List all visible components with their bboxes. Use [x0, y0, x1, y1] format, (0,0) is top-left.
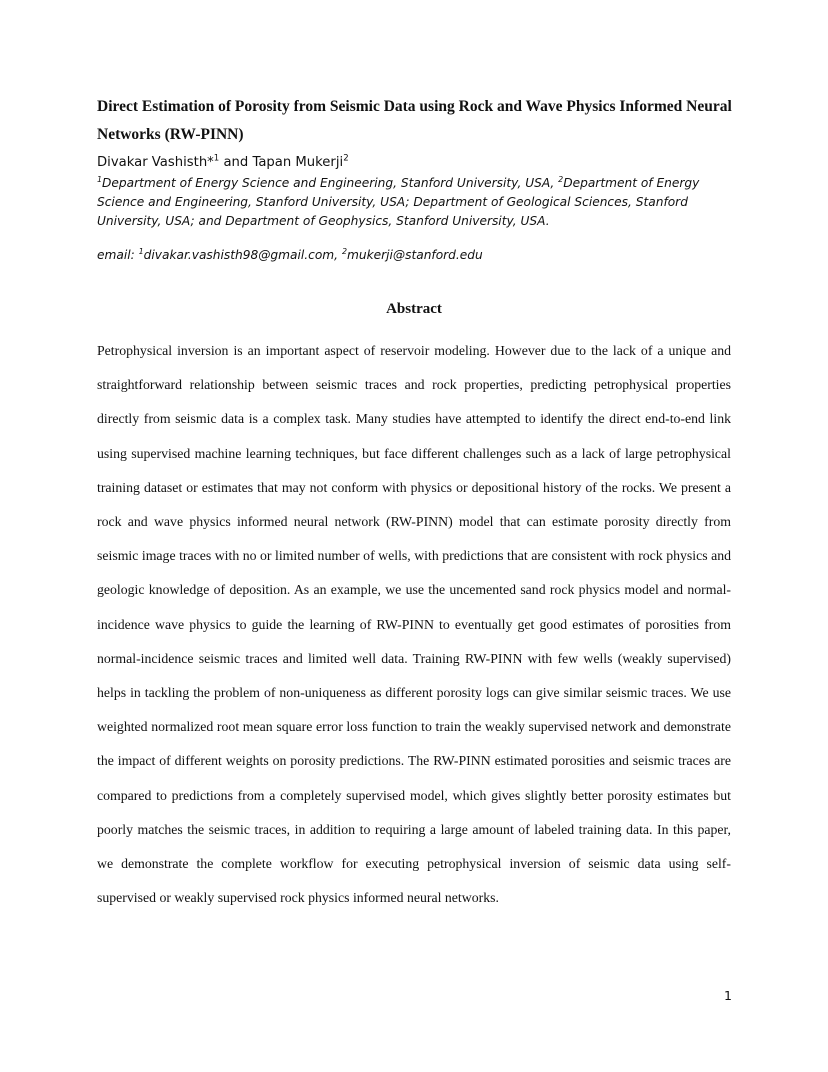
- page-number: 1: [724, 988, 732, 1003]
- email-1-text: divakar.vashisth98@gmail.com,: [143, 248, 342, 262]
- author-1-affiliation-mark: 1: [213, 153, 220, 164]
- author-line: [97, 153, 737, 173]
- affiliations: [97, 174, 737, 231]
- email-line: [97, 246, 737, 265]
- affiliation-2-mark: 2: [558, 174, 564, 184]
- affiliation-2-text: Department of Energy Science and Engineering, Stanford University, USA; Department of Geological Sciences, Stanford University, USA; and Department of Geophysics, Stanford University, USA.: [97, 176, 700, 228]
- email-prefix: email:: [97, 248, 139, 262]
- author-connector: and: [219, 155, 253, 170]
- affiliation-1-mark: 1: [97, 174, 103, 184]
- author-2-name: Tapan Mukerji: [252, 155, 344, 170]
- paper-title: Direct Estimation of Porosity from Seismic Data using Rock and Wave Physics Informed Neural Networks (RW-PINN): [97, 98, 732, 143]
- abstract-body: Petrophysical inversion is an important aspect of reservoir modeling. However due to the lack of a unique and straightforward relationship between seismic traces and rock properties, predicting petrophysical properties directly from seismic data is a complex task. Many studies have attempted to identify the direct end-to-end link using supervised machine learning techniques, but face different challenges such as a lack of large petrophysical training dataset or estimates that may not conform with physics or depositional history of the rocks. We present a rock and wave physics informed neural network (RW-PINN) model that can estimate porosity directly from seismic image traces with no or limited number of wells, with predictions that are consistent with rock physics and geologic knowledge of deposition. As an example, we use the uncemented sand rock physics model and normal-incidence wave physics to guide the learning of RW-PINN to eventually get good estimates of porosities from normal-incidence seismic traces and limited well data. Training RW-PINN with few wells (weakly supervised) helps in tackling the problem of non-uniqueness as different porosity logs can give similar seismic traces. We use weighted normalized root mean square error loss function to train the weakly supervised network and demonstrate the impact of different weights on porosity predictions. The RW-PINN estimated porosities and seismic traces are compared to predictions from a completely supervised model, which gives slightly better porosity estimates but poorly matches the seismic traces, in addition to requiring a large amount of labeled training data. In this paper, we demonstrate the complete workflow for executing petrophysical inversion of seismic data using self-supervised or weakly supervised rock physics informed neural networks.: [97, 343, 731, 906]
- email-2-mark: 2: [341, 246, 347, 256]
- author-2-affiliation-mark: 2: [343, 153, 349, 164]
- email-1-mark: 1: [138, 246, 144, 256]
- affiliation-1-text: Department of Energy Science and Engineering, Stanford University, USA,: [102, 176, 559, 190]
- abstract-heading: Abstract: [386, 301, 442, 317]
- author-1-name: Divakar Vashisth*: [97, 155, 214, 170]
- email-2-text: mukerji@stanford.edu: [346, 248, 483, 262]
